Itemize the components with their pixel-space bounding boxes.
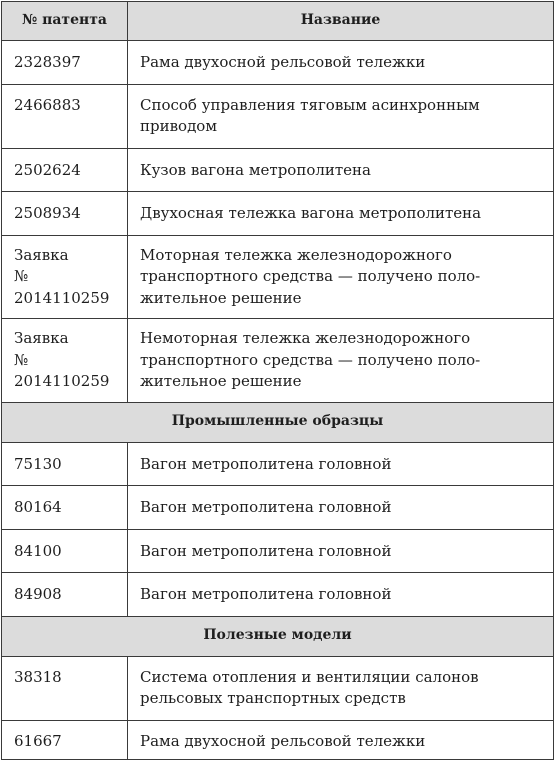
- table-row: [2, 84, 554, 148]
- section-utility-models-title: Полезные модели: [2, 616, 554, 656]
- patent-name-line: приводом: [140, 117, 218, 135]
- table-row: [2, 656, 554, 720]
- patent-number-line: Заявка: [14, 245, 69, 264]
- patent-name-cell: [128, 529, 554, 573]
- patent-name-cell: [128, 319, 554, 403]
- patent-number-cell: [2, 235, 128, 319]
- patent-name-line: жительное решение: [140, 288, 302, 307]
- patent-number-cell: [2, 442, 128, 486]
- section-industrial-designs: [2, 402, 554, 442]
- section-industrial-designs-title: Промышленные образцы: [2, 402, 554, 442]
- patent-number-cell: [2, 529, 128, 573]
- patent-number-cell: [2, 148, 128, 192]
- patent-number-cell: [2, 84, 128, 148]
- patent-name-line: Способ управления тяговым асинхронным: [140, 95, 480, 114]
- patent-name-cell: [128, 656, 554, 720]
- patent-name-cell: [128, 41, 554, 85]
- patent-name-line: Вагон метрополитена головной: [140, 585, 392, 603]
- patent-number-line: № 2014110259: [14, 350, 110, 390]
- patent-number-line: 2502624: [14, 160, 81, 179]
- table-row: [2, 573, 554, 617]
- patent-name-line: транспортного средства — получено поло-: [140, 350, 481, 369]
- patent-name-cell: [128, 192, 554, 236]
- patent-name-line: Вагон метрополитена головной: [140, 454, 392, 473]
- patent-number-cell: [2, 720, 128, 760]
- header-name: Название: [128, 2, 554, 41]
- table-row: [2, 235, 554, 319]
- patent-name-line: Рама двухосной рельсовой тележки: [140, 53, 426, 71]
- patent-name-cell: [128, 235, 554, 319]
- table-row: [2, 41, 554, 85]
- patent-number-line: 80164: [14, 498, 62, 516]
- patent-name-line: рельсовых транспортных средств: [140, 689, 406, 707]
- patent-name-cell: [128, 84, 554, 148]
- patent-name-cell: [128, 720, 554, 760]
- table-row: [2, 486, 554, 530]
- patent-name-line: Немоторная тележка железнодорожного: [140, 329, 471, 347]
- patent-number-cell: [2, 319, 128, 403]
- patents-table: [1, 1, 554, 760]
- patent-number-line: 75130: [14, 454, 62, 473]
- section-utility-models: [2, 616, 554, 656]
- patent-name-line: Вагон метрополитена головной: [140, 498, 392, 516]
- table-row: [2, 442, 554, 486]
- patent-number-cell: [2, 486, 128, 530]
- patent-number-line: 84100: [14, 541, 62, 560]
- patent-name-line: Рама двухосной рельсовой тележки: [140, 731, 426, 750]
- table-body: [2, 41, 554, 760]
- patent-number-cell: [2, 656, 128, 720]
- table-row: [2, 192, 554, 236]
- patent-number-cell: [2, 573, 128, 617]
- patent-number-cell: [2, 192, 128, 236]
- patent-number-line: 2466883: [14, 95, 81, 114]
- table-row: [2, 148, 554, 192]
- patent-number-cell: [2, 41, 128, 85]
- patent-name-cell: [128, 442, 554, 486]
- patent-number-line: 2328397: [14, 53, 81, 71]
- patent-name-line: транспортного средства — получено поло-: [140, 267, 481, 285]
- patent-name-cell: [128, 486, 554, 530]
- patent-number-line: Заявка: [14, 329, 69, 347]
- patent-name-cell: [128, 148, 554, 192]
- patent-name-line: Система отопления и вентиляции салонов: [140, 667, 479, 686]
- table-row: [2, 319, 554, 403]
- patent-name-line: жительное решение: [140, 372, 302, 390]
- patent-name-line: Вагон метрополитена головной: [140, 541, 392, 560]
- table-row: [2, 529, 554, 573]
- patent-number-line: № 2014110259: [14, 267, 110, 307]
- patent-number-line: 38318: [14, 667, 62, 686]
- table-row: [2, 720, 554, 760]
- patent-number-line: 61667: [14, 731, 62, 750]
- patent-number-line: 2508934: [14, 204, 81, 222]
- patent-name-line: Моторная тележка железнодорожного: [140, 245, 452, 264]
- patent-name-line: Кузов вагона метрополитена: [140, 160, 371, 179]
- table-header-row: [2, 2, 554, 41]
- patent-name-line: Двухосная тележка вагона метрополитена: [140, 204, 482, 222]
- patent-name-cell: [128, 573, 554, 617]
- header-patent-number: № патента: [2, 2, 128, 41]
- patent-number-line: 84908: [14, 585, 62, 603]
